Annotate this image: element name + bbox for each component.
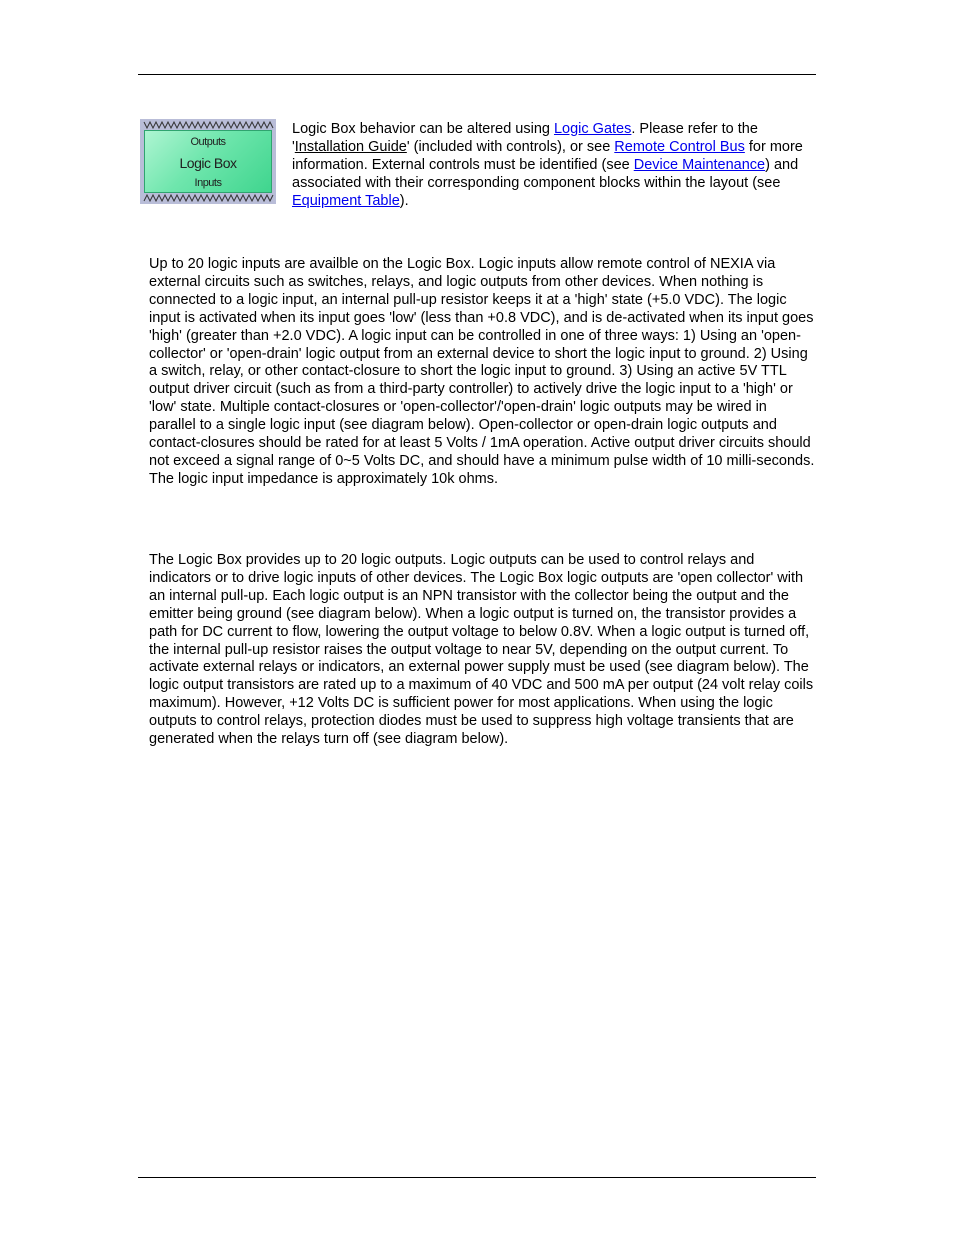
logic-outputs-paragraph: The Logic Box provides up to 20 logic outputs. Logic outputs can be used to control relays and indicators or to drive logic inputs of other devices. The Logic Box logic outputs are 'open collector' with an internal pull-up. Each logic output is an NPN transistor with the collector being the output and the emitter being ground (see diagram below). When a logic output is turned on, the transistor provides a path for DC current to flow, lowering the output voltage to below 0.8V. When a logic output is turned off, the internal pull-up resistor raises the output voltage to near 5V, depending on the output current. To activate external relays or indicators, an external power supply must be used (see diagram below). The logic output transistors are rated up to a maximum of 40 VDC and 500 mA per output (24 volt relay coils maximum). However, +12 Volts DC is sufficient power for most applications. When using the logic outputs to control relays, protection diodes must be used to suppress high voltage transients that are generated when the relays turn off (see diagram below). (149, 552, 814, 748)
intro-paragraph (292, 120, 822, 210)
intro-text-1: Logic Box behavior can be altered using (292, 121, 554, 137)
logic-box-label: Logic Box (179, 155, 237, 171)
header-rule (138, 74, 816, 75)
link-logic-gates[interactable]: Logic Gates (553, 121, 632, 137)
intro-text-2: . Please refer to the ' (292, 121, 758, 155)
outputs-label: Outputs (190, 136, 226, 148)
inputs-label: Inputs (194, 177, 222, 189)
bottom-nodes-zigzag (140, 192, 276, 204)
link-equipment-table[interactable]: Equipment Table (292, 193, 400, 209)
logic-box-block-image (140, 119, 276, 204)
link-installation-guide[interactable]: Installation Guide (294, 139, 407, 155)
intro-text-3: ' (included with controls), or see (406, 139, 615, 155)
link-remote-control-bus[interactable]: Remote Control Bus (614, 139, 745, 155)
link-device-maintenance[interactable]: Device Maintenance (633, 157, 766, 173)
intro-text-6: ). (399, 193, 409, 209)
logic-inputs-paragraph: Up to 20 logic inputs are availble on the Logic Box. Logic inputs allow remote control of NEXIA via external circuits such as switches, relays, and logic outputs from other devices. When nothing is connected to a logic input, an internal pull-up resistor keeps it at a 'high' state (+5.0 VDC). The logic input is activated when its input goes 'low' (less than +0.8 VDC), and is de-activated when its input goes 'high' (greater than +2.0 VDC). A logic input can be controlled in one of three ways: 1) Using an 'open-collector' or 'open-drain' logic output from an external device to short the logic input to ground. 2) Using a switch, relay, or other contact-closure to short the logic input to ground. 3) Using an active 5V TTL output driver circuit (such as from a third-party controller) to actively drive the logic input to a 'high' or 'low' state. Multiple contact-closures or 'open-collector'/'open-drain' logic outputs may be wired in parallel to a single logic input (see diagram below). Open-collector or open-drain logic outputs and contact-closures should be rated for at least 5 Volts / 1mA operation. Active output driver circuits should not exceed a signal range of 0~5 Volts DC, and should have a minimum pulse width of 10 milli-seconds. The logic input impedance is approximately 10k ohms. (149, 256, 815, 487)
intro-text-4: for more information. External controls must be identified (see (292, 139, 803, 173)
intro-text-5: ) and associated with their corresponding component blocks within the layout (see (292, 157, 799, 191)
footer-rule (138, 1177, 816, 1178)
logic-box-face (144, 130, 272, 193)
